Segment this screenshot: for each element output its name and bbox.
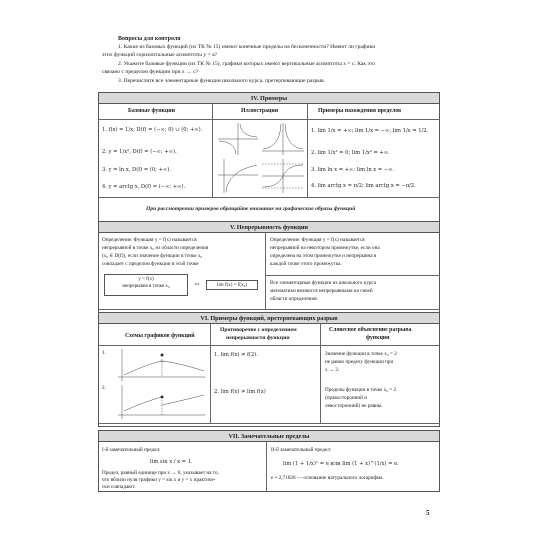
page-number: 5: [426, 509, 430, 517]
base-function-3: 3. y = ln x, D(f) = (0; +∞).: [102, 167, 171, 173]
continuity-box-left-line-2: непрерывна в точке x₀: [122, 283, 170, 289]
discontinuity-example-1-number: 1.: [102, 350, 106, 356]
elementary-note-line-2: математики являются непрерывными на своей: [270, 288, 373, 294]
continuity-def-line-2: непрерывной в точке x₀ из области определения: [102, 245, 209, 251]
continuity-box-right: lim f(x) = f(x₀): [206, 280, 258, 290]
continuity-box-left: [104, 274, 188, 296]
discontinuity-explanation-2-line-3: левосторонний) не равны.: [325, 403, 383, 409]
section-6-col1-header: Схемы графиков функций: [125, 333, 195, 339]
section-4-note: При рассмотрении примеров обращайте внимание на графические образы функций: [146, 206, 356, 212]
second-remarkable-limit-formula: lim (1 + 1/x)ˣ = e или lim (1 + x)^(1/x) = e.: [283, 461, 399, 467]
question-1-line-2: этих функций горизонтальные асимптоты y = a?: [102, 52, 218, 58]
section-4-title: IV. Примеры: [98, 92, 440, 104]
discontinuity-explanation-1-line-1: Значение функции в точке x₀ = 2: [325, 351, 397, 357]
interval-def-line-1: Определение. Функция y = f(x) называется: [270, 237, 365, 243]
elementary-note-line-3: области определения.: [270, 296, 318, 302]
first-limit-note-line-1: Предел, равный единице при x → 0, указывает на то,: [102, 470, 219, 476]
interval-def-line-3: определена на этом промежутке и непрерывна в: [270, 253, 377, 259]
first-limit-note-line-3: ски совпадают.: [102, 484, 136, 490]
first-limit-note-line-2: что вблизи нуля графики y = sin x и y = x практиче-: [102, 477, 216, 483]
continuity-def-line-1: Определение. Функция y = f(x) называется: [102, 237, 197, 243]
section-4-col3-header: Примеры нахождения пределов: [318, 108, 402, 114]
interval-def-line-4: каждой точке этого промежутка.: [270, 261, 342, 267]
section-4-col1-header: Базовые функции: [128, 108, 175, 114]
second-remarkable-limit-label: II-й замечательный предел:: [271, 447, 332, 453]
discontinuity-condition-2: 2. lim f(x) ≠ lim f(x): [214, 389, 266, 395]
euler-number-note: e ≈ 2,71828 — основание натурального логарифма.: [271, 475, 384, 481]
section-6-col2-header-line-1: Противоречие с определением: [220, 327, 297, 333]
continuity-box-left-line-1: y = f(x): [138, 277, 154, 282]
questions-title: Вопросы для контроля: [118, 36, 181, 42]
base-function-2: 2. y = 1/x², D(f) = (−∞; +∞).: [102, 149, 177, 155]
discontinuity-graphs: [110, 347, 208, 421]
discontinuity-explanation-1-line-3: x → 2.: [325, 367, 340, 373]
discontinuity-explanation-1-line-2: не равно пределу функции при: [325, 359, 394, 365]
equivalence-arrow: ⇔: [193, 279, 201, 288]
section-6-col3-header-line-1: Словесное объяснение разрыва: [329, 327, 412, 333]
first-remarkable-limit-label: I-й замечательный предел:: [102, 447, 161, 453]
section-7-title: VII. Замечательные пределы: [98, 430, 440, 442]
continuity-def-line-4: совпадает с пределом функции в этой точке: [102, 261, 199, 267]
question-3: 3. Перечислите все элементарные функции школьного курса, претерпевающие разрыв.: [118, 78, 326, 84]
discontinuity-condition-1: 1. lim f(x) ≠ f(2).: [214, 352, 258, 358]
limit-example-1: 1. lim 1/x = +∞; lim 1/x = −∞; lim 1/x = 1/2.: [311, 128, 429, 134]
section-6-col3-header-line-2: функции: [366, 335, 390, 341]
base-function-1: 1. f(x) = 1/x, D(f) = (−∞; 0) ∪ (0; +∞).: [102, 127, 203, 133]
question-2-line-1: 2. Укажите базовые функции (из ТК № 15), графики которых имеют вертикальные асимптоты x = c. Как это: [118, 61, 376, 67]
interval-def-line-2: непрерывной на некотором промежутке, если она: [270, 245, 380, 251]
section-5-title: V. Непрерывность функции: [98, 221, 440, 233]
section-6-title: VI. Примеры функций, претерпевающих разрыв: [98, 312, 440, 324]
question-2-line-2: связано с пределом функции при x → c?: [102, 69, 199, 75]
section-4-col2-header: Иллюстрации: [241, 108, 279, 114]
section-6-col2-header-line-2: непрерывности функции: [226, 335, 290, 341]
function-illustrations: [214, 121, 306, 196]
limit-example-4: 4. lim arctg x = π/2; lim arctg x = −π/2.: [311, 183, 416, 189]
question-1-line-1: 1. Какие из базовых функций (из ТК № 15) имеют конечные пределы на бесконечности? Имеют ли графики: [118, 44, 376, 50]
limit-example-3: 3. lim ln x = +∞; lim ln x = −∞.: [311, 167, 395, 173]
discontinuity-example-2-number: 2.: [102, 385, 106, 391]
limit-example-2: 2. lim 1/x² = 0; lim 1/x² = +∞.: [311, 150, 390, 156]
discontinuity-explanation-2-line-1: Пределы функции в точке x₀ = 2: [325, 387, 397, 393]
elementary-note-line-1: Все элементарные функции из школьного курса: [270, 280, 377, 286]
first-remarkable-limit-formula: lim sin x / x = 1.: [150, 459, 193, 465]
continuity-def-line-3: (x₀ ∈ D(f)), если значение функции в точке x₀: [102, 253, 203, 259]
discontinuity-explanation-2-line-2: (правосторонний и: [325, 395, 367, 401]
base-function-4: 4. y = arctg x, D(f) = (−∞; +∞).: [102, 184, 186, 190]
